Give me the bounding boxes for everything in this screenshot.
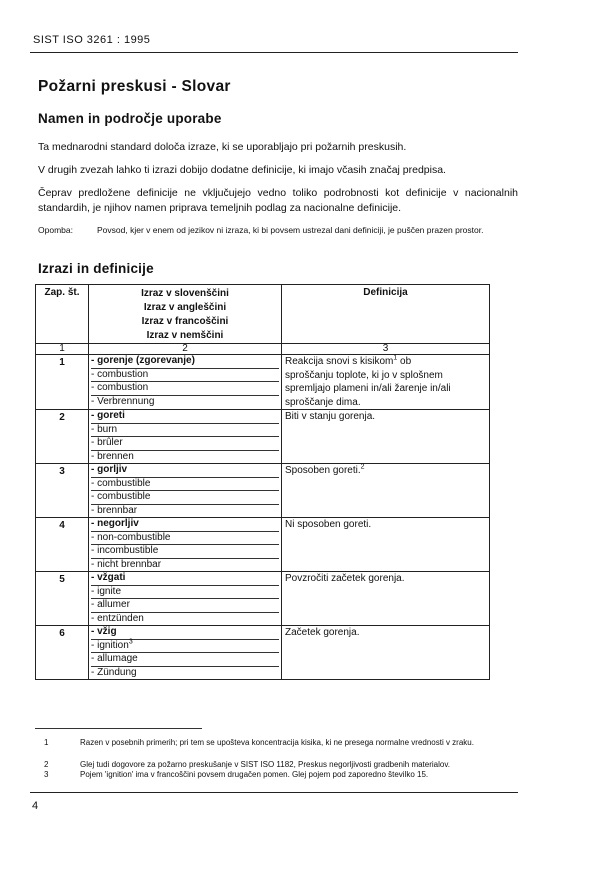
term-en: - combustion — [91, 369, 279, 383]
row-definition: Ni sposoben goreti. — [282, 518, 490, 572]
row-number: 2 — [36, 410, 89, 464]
term-de: - nicht brennbar — [91, 558, 162, 570]
footnote-ref: 2 — [360, 463, 365, 471]
row-definition — [282, 355, 490, 410]
row-definition: Povzročiti začetek gorenja. — [282, 572, 490, 626]
table-row — [36, 355, 490, 410]
term-sl: - vžig — [91, 626, 279, 640]
table-row — [36, 572, 490, 626]
term-fr: - brûler — [91, 437, 279, 451]
term-fr: - allumage — [91, 653, 279, 667]
term-de: - brennbar — [91, 504, 138, 516]
note-text: Povsod, kjer v enem od jezikov ni izraza, ki bi povsem ustrezal dani definiciji, je puščen prazen prostor. — [97, 225, 484, 235]
row-terms — [89, 464, 282, 518]
footnote-text: Pojem 'ignition' ima v francoščini povsem drugačen pomen. Glej pojem pod zaporedno številko 15. — [80, 770, 429, 779]
row-terms — [89, 410, 282, 464]
row-number: 6 — [36, 626, 89, 680]
footnote-ref: 1 — [393, 354, 398, 362]
footnote-number: 3 — [44, 770, 49, 779]
table-row — [36, 410, 490, 464]
term-sl: - vžgati — [91, 572, 279, 586]
header-number: Zap. št. — [36, 285, 89, 344]
table-header-row — [36, 285, 490, 344]
column-number: 3 — [282, 344, 490, 355]
term-fr: - incombustible — [91, 545, 279, 559]
header-rule — [30, 52, 518, 53]
terms-table — [35, 284, 490, 680]
table-row — [36, 464, 490, 518]
term-de: - entzünden — [91, 612, 144, 624]
term-en: - non-combustible — [91, 532, 279, 546]
row-terms — [89, 626, 282, 680]
definition-line: spremljajo plameni in/ali žarenje in/ali — [285, 383, 451, 394]
header-term-sl: Izraz v slovenščini — [141, 288, 229, 299]
document-title: Požarni preskusi - Slovar — [38, 78, 231, 95]
header-terms — [89, 285, 282, 344]
definition-line: sproščanju toplote, ki jo v splošnem — [285, 369, 443, 381]
section-heading-scope: Namen in področje uporabe — [38, 111, 222, 126]
running-header: SIST ISO 3261 : 1995 — [33, 34, 151, 46]
definition-line: Reakcija snovi s kisikom$^1$ ob — [285, 354, 412, 367]
page-number: 4 — [32, 800, 39, 812]
footer-rule — [30, 792, 518, 793]
footnote-rule — [35, 728, 202, 729]
term-sl: - goreti — [91, 410, 279, 424]
column-number-row — [36, 344, 490, 355]
term-en: - ignition$^3$ — [91, 640, 279, 654]
header-term-de: Izraz v nemščini — [146, 330, 224, 341]
row-definition: Sposoben goreti.$^2$ — [282, 464, 490, 518]
row-terms — [89, 518, 282, 572]
paragraph: Čeprav predložene definicije ne vključujejo vedno toliko podrobnosti kot definicije v nacionalnih standardih, je njihov namen priprava temeljnih podlag za nacionalne definicije. — [38, 187, 518, 214]
term-fr: - combustible — [91, 491, 279, 505]
header-term-en: Izraz v angleščini — [143, 302, 227, 313]
term-en: - ignite — [91, 586, 279, 600]
footnote-ref: 3 — [128, 638, 133, 646]
row-definition: Začetek gorenja. — [282, 626, 490, 680]
column-number: 1 — [36, 344, 89, 355]
term-fr: - combustion — [91, 382, 279, 396]
row-terms — [89, 572, 282, 626]
term-de: - brennen — [91, 450, 134, 462]
header-term-fr: Izraz v francoščini — [141, 316, 229, 327]
table-row — [36, 518, 490, 572]
footnote-text: Glej tudi dogovore za požarno preskušanje v SIST ISO 1182, Preskus negorljivosti gradbenih materialov. — [80, 760, 450, 769]
paragraph: V drugih zvezah lahko ti izrazi dobijo dodatne definicije, ki imajo včasih značaj predpisa. — [38, 164, 446, 176]
row-definition: Biti v stanju gorenja. — [282, 410, 490, 464]
footnote-text: Razen v posebnih primerih; pri tem se upošteva koncentracija kisika, ki ne presega normalne vrednosti v zraku. — [80, 738, 474, 747]
footnote-number: 1 — [44, 738, 49, 747]
column-number: 2 — [89, 344, 282, 355]
footnote-number: 2 — [44, 760, 49, 769]
note-label: Opomba: — [38, 225, 73, 235]
paragraph: Ta mednarodni standard določa izraze, ki se uporabljajo pri požarnih preskusih. — [38, 141, 407, 153]
definition-line: sproščanje dima. — [285, 396, 361, 408]
row-number: 1 — [36, 355, 89, 410]
term-sl: - gorenje (zgorevanje) — [91, 355, 279, 369]
term-de: - Verbrennung — [91, 395, 155, 407]
section-heading-terms: Izrazi in definicije — [38, 261, 154, 276]
term-sl: - gorljiv — [91, 464, 279, 478]
row-number: 3 — [36, 464, 89, 518]
term-fr: - allumer — [91, 599, 279, 613]
row-number: 4 — [36, 518, 89, 572]
term-de: - Zündung — [91, 666, 137, 678]
row-terms — [89, 355, 282, 410]
header-definition: Definicija — [282, 285, 490, 344]
table-row — [36, 626, 490, 680]
term-sl: - negorljiv — [91, 518, 279, 532]
row-number: 5 — [36, 572, 89, 626]
term-en: - combustible — [91, 478, 279, 492]
term-en: - burn — [91, 424, 279, 438]
